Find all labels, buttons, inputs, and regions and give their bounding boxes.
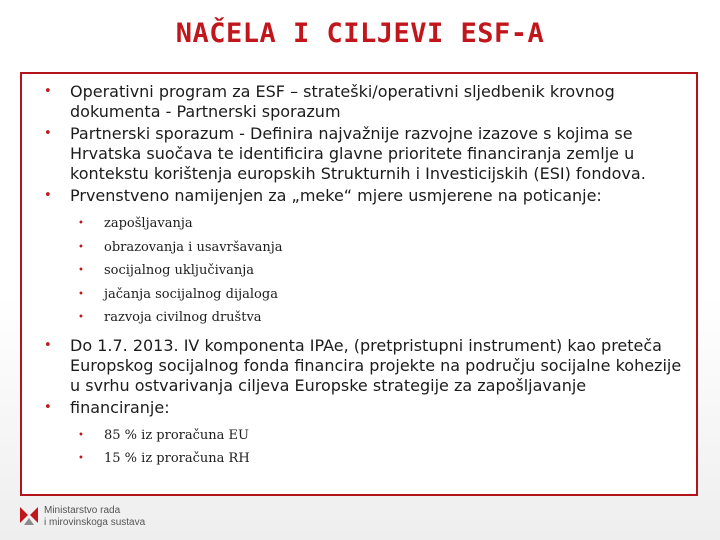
slide-title: NAČELA I CILJEVI ESF-A (175, 18, 545, 49)
sub-bullet-icon: • (78, 312, 84, 323)
sub-bullet-icon: • (78, 453, 84, 464)
bullet-text: Prvenstveno namijenjen za „meke“ mjere usmjerene na poticanje: (70, 186, 602, 205)
content-box (20, 72, 698, 496)
bullet-icon: • (44, 337, 52, 353)
sub-bullet-item (22, 259, 622, 283)
sub-bullet-icon: • (78, 429, 84, 441)
bullet-text: financiranje: (70, 397, 170, 417)
sub-bullet-text: zapošljavanja (104, 216, 193, 231)
bullet-item (22, 82, 692, 122)
sub-bullet-text: 85 % iz proračuna EU (104, 427, 249, 443)
sub-bullet-icon: • (78, 288, 84, 300)
logo-text-line1: Ministarstvo rada (44, 505, 121, 516)
sub-bullet-text: jačanja socijalnog dijaloga (104, 286, 278, 302)
bullet-icon: • (44, 84, 52, 99)
sub-bullet-text: razvoja civilnog društva (104, 310, 262, 325)
ministry-logo-icon (18, 505, 40, 529)
sub-bullet-item (22, 306, 622, 330)
sub-bullet-text: obrazovanja i usavršavanja (104, 239, 283, 255)
bullet-item (22, 186, 692, 330)
bullet-item (22, 398, 692, 471)
sub-bullet-icon: • (78, 265, 84, 276)
bullet-icon: • (44, 188, 52, 203)
sub-bullet-item (22, 424, 622, 448)
sub-bullet-icon: • (78, 241, 84, 253)
sub-bullet-item (22, 236, 622, 260)
sub-bullet-item (22, 447, 622, 471)
sub-bullet-list (22, 212, 622, 330)
sub-bullet-icon: • (78, 218, 84, 229)
bullet-icon: • (44, 399, 52, 415)
bullet-text: Operativni program za ESF – strateški/operativni sljedbenik krovnog dokumenta - Partnerski sporazum (70, 82, 615, 121)
bullet-icon: • (44, 126, 52, 141)
sub-bullet-item (22, 212, 622, 236)
sub-bullet-list (22, 424, 622, 471)
sub-bullet-item (22, 283, 622, 307)
logo-text-line2: i mirovinskoga sustava (44, 517, 146, 528)
bullet-text: Do 1.7. 2013. IV komponenta IPAe, (pretpristupni instrument) kao preteča Europskog socijalnog fonda financira projekte na području socijalne kohezije u svrhu ostvarivanja ciljeva Europske strategije za zapošljavanje (70, 335, 682, 395)
bullet-text: Partnerski sporazum - Definira najvažnije razvojne izazove s kojima se Hrvatska suočava te identificira glavne prioritete financiranja zemlje u kontekstu korištenja europskih Strukturnih i Investicijskih (ESI) fondova. (70, 124, 646, 183)
sub-bullet-text: 15 % iz proračuna RH (104, 451, 250, 466)
ministry-logo (18, 503, 178, 531)
bullet-item (22, 124, 692, 184)
bullet-item (22, 336, 692, 396)
sub-bullet-text: socijalnog uključivanja (104, 263, 255, 278)
bullet-list (22, 82, 692, 477)
